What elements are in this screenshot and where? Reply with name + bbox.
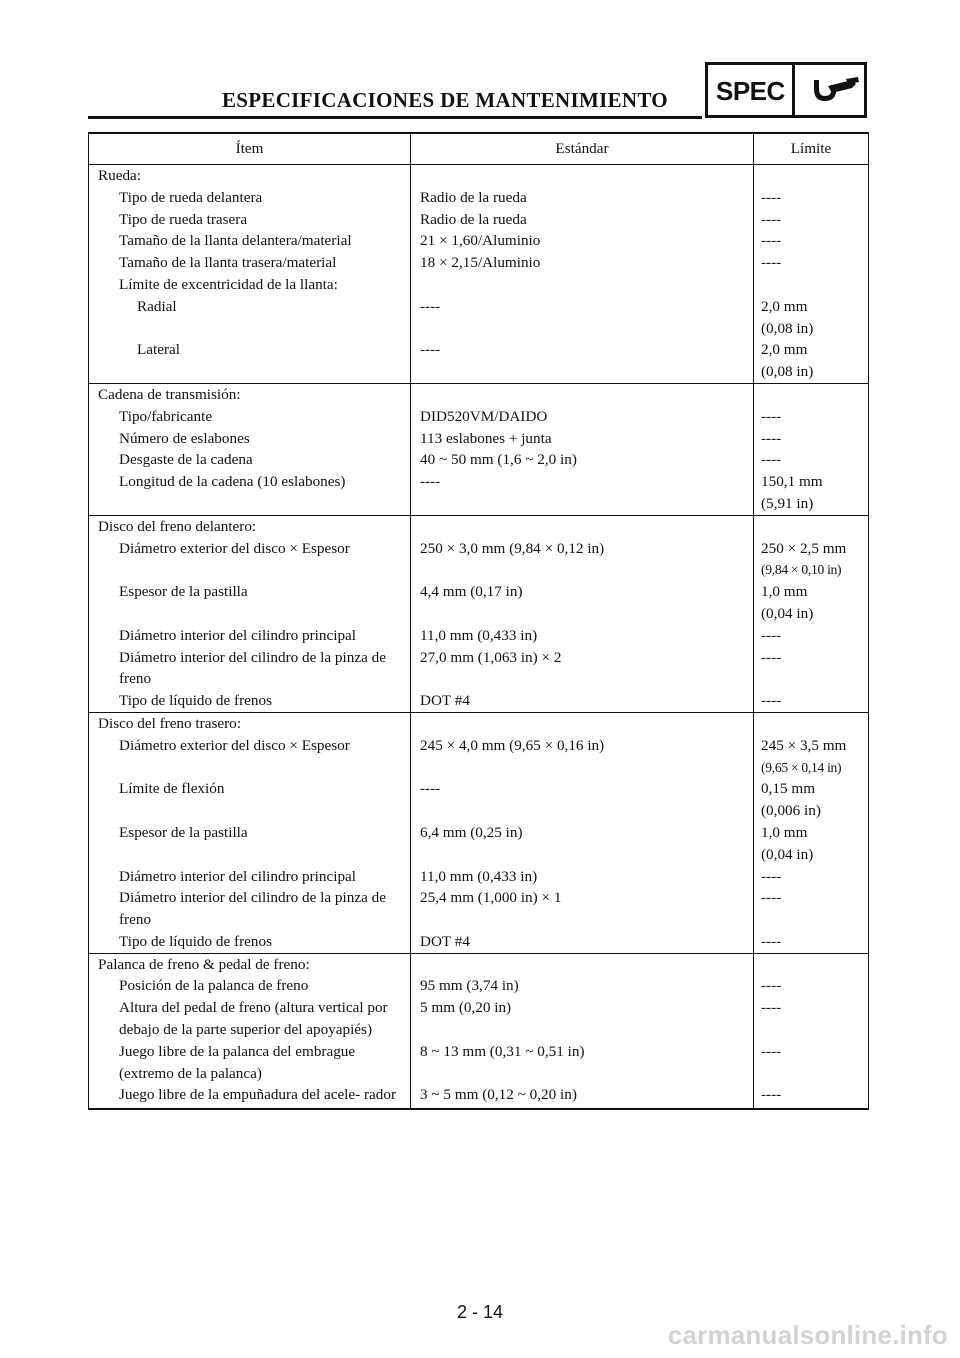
limit-value-imperial: (9,65 × 0,14 in) bbox=[761, 759, 842, 775]
table-row bbox=[89, 997, 869, 1041]
item-cell: Radial bbox=[89, 296, 411, 340]
table-row bbox=[89, 625, 869, 647]
limit-value: 0,15 mm bbox=[761, 780, 816, 798]
item-cell: Tipo de líquido de frenos bbox=[89, 931, 411, 953]
page-number: 2 - 14 bbox=[456, 1302, 504, 1322]
limit-value-imperial: (9,84 × 0,10 in) bbox=[761, 562, 842, 578]
spec-table bbox=[88, 132, 869, 1110]
standard-cell: 8 ~ 13 mm (0,31 ~ 0,51 in) bbox=[411, 1041, 754, 1085]
item-cell: Desgaste de la cadena bbox=[89, 449, 411, 471]
table-header-row bbox=[89, 133, 869, 165]
group-title-row bbox=[89, 712, 869, 734]
standard-cell: 11,0 mm (0,433 in) bbox=[411, 866, 754, 888]
limit-cell: ---- bbox=[754, 1041, 869, 1085]
item-cell: Longitud de la cadena (10 eslabones) bbox=[89, 471, 411, 515]
group-title-row bbox=[89, 515, 869, 537]
item-cell: Lateral bbox=[89, 339, 411, 383]
limit-cell: ---- bbox=[754, 997, 869, 1041]
table-row bbox=[89, 428, 869, 450]
group-title: Disco del freno delantero: bbox=[89, 515, 411, 537]
group-title-row bbox=[89, 953, 869, 975]
standard-cell: 6,4 mm (0,25 in) bbox=[411, 822, 754, 866]
limit-value: 1,0 mm bbox=[761, 583, 808, 601]
limit-cell: ---- bbox=[754, 187, 869, 209]
limit-value-imperial: (0,006 in) bbox=[761, 802, 821, 820]
table-row bbox=[89, 975, 869, 997]
table-row bbox=[89, 471, 869, 515]
group-title: Rueda: bbox=[89, 165, 411, 187]
limit-cell: ---- bbox=[754, 449, 869, 471]
table-row bbox=[89, 866, 869, 888]
limit-cell: ---- bbox=[754, 690, 869, 712]
wrench-icon bbox=[808, 75, 860, 107]
group-title: Cadena de transmisión: bbox=[89, 383, 411, 405]
item-cell: Espesor de la pastilla bbox=[89, 581, 411, 625]
standard-cell: 40 ~ 50 mm (1,6 ~ 2,0 in) bbox=[411, 449, 754, 471]
page-title: ESPECIFICACIONES DE MANTENIMIENTO bbox=[222, 88, 668, 112]
limit-cell: ---- bbox=[754, 209, 869, 231]
spec-badge-divider bbox=[792, 65, 795, 115]
table-row bbox=[89, 187, 869, 209]
header-rule bbox=[88, 116, 702, 119]
item-cell: Límite de excentricidad de la llanta: bbox=[89, 274, 411, 296]
limit-cell: ---- bbox=[754, 1084, 869, 1109]
item-cell: Diámetro interior del cilindro de la pinza de freno bbox=[89, 887, 411, 931]
table-row bbox=[89, 931, 869, 953]
table-row bbox=[89, 1084, 869, 1109]
limit-value: 2,0 mm bbox=[761, 297, 808, 315]
spec-badge bbox=[705, 62, 867, 118]
limit-cell: ---- bbox=[754, 887, 869, 931]
table-row bbox=[89, 778, 869, 822]
limit-value: 150,1 mm bbox=[761, 473, 823, 491]
item-cell: Tamaño de la llanta delantera/material bbox=[89, 230, 411, 252]
limit-cell bbox=[754, 778, 869, 822]
limit-cell: ---- bbox=[754, 975, 869, 997]
table-row bbox=[89, 581, 869, 625]
limit-value: 1,0 mm bbox=[761, 823, 808, 841]
page-header bbox=[0, 0, 960, 130]
item-cell: Tipo de rueda trasera bbox=[89, 209, 411, 231]
group-title: Disco del freno trasero: bbox=[89, 712, 411, 734]
table-row bbox=[89, 252, 869, 274]
limit-cell: ---- bbox=[754, 428, 869, 450]
limit-cell bbox=[754, 538, 869, 582]
item-cell: Posición de la palanca de freno bbox=[89, 975, 411, 997]
limit-cell bbox=[754, 581, 869, 625]
standard-cell: 245 × 4,0 mm (9,65 × 0,16 in) bbox=[411, 735, 754, 779]
standard-cell: DOT #4 bbox=[411, 931, 754, 953]
item-cell: Diámetro interior del cilindro principal bbox=[89, 625, 411, 647]
table-row bbox=[89, 822, 869, 866]
table-row bbox=[89, 230, 869, 252]
item-cell: Tipo de rueda delantera bbox=[89, 187, 411, 209]
column-header-standard: Estándar bbox=[411, 133, 754, 165]
standard-cell: 21 × 1,60/Aluminio bbox=[411, 230, 754, 252]
table-row bbox=[89, 339, 869, 383]
standard-cell: 95 mm (3,74 in) bbox=[411, 975, 754, 997]
limit-value-imperial: (0,08 in) bbox=[761, 363, 814, 381]
limit-value: 250 × 2,5 mm bbox=[761, 539, 847, 557]
limit-cell bbox=[754, 274, 869, 296]
standard-cell: 18 × 2,15/Aluminio bbox=[411, 252, 754, 274]
limit-value-imperial: (0,08 in) bbox=[761, 319, 814, 337]
standard-cell: DOT #4 bbox=[411, 690, 754, 712]
limit-cell: ---- bbox=[754, 406, 869, 428]
limit-value: 2,0 mm bbox=[761, 341, 808, 359]
table-row bbox=[89, 209, 869, 231]
table-row bbox=[89, 406, 869, 428]
watermark: carmanualsonline.info bbox=[667, 1320, 948, 1350]
limit-value-imperial: (0,04 in) bbox=[761, 845, 814, 863]
table-row bbox=[89, 735, 869, 779]
standard-cell: ---- bbox=[411, 471, 754, 515]
limit-cell bbox=[754, 471, 869, 515]
limit-value-imperial: (0,04 in) bbox=[761, 604, 814, 622]
standard-cell: ---- bbox=[411, 339, 754, 383]
item-cell: Tipo/fabricante bbox=[89, 406, 411, 428]
limit-cell: ---- bbox=[754, 866, 869, 888]
item-cell: Tamaño de la llanta trasera/material bbox=[89, 252, 411, 274]
item-cell: Límite de flexión bbox=[89, 778, 411, 822]
item-cell: Juego libre de la empuñadura del acele- rador bbox=[89, 1084, 411, 1109]
limit-cell: ---- bbox=[754, 230, 869, 252]
standard-cell: 250 × 3,0 mm (9,84 × 0,12 in) bbox=[411, 538, 754, 582]
limit-cell bbox=[754, 735, 869, 779]
limit-cell: ---- bbox=[754, 252, 869, 274]
standard-cell: ---- bbox=[411, 778, 754, 822]
item-cell: Tipo de líquido de frenos bbox=[89, 690, 411, 712]
item-cell: Diámetro interior del cilindro principal bbox=[89, 866, 411, 888]
limit-value-imperial: (5,91 in) bbox=[761, 494, 814, 512]
standard-cell: 5 mm (0,20 in) bbox=[411, 997, 754, 1041]
table-row bbox=[89, 887, 869, 931]
standard-cell: DID520VM/DAIDO bbox=[411, 406, 754, 428]
spec-label: SPEC bbox=[716, 76, 785, 106]
table-row bbox=[89, 296, 869, 340]
table-row bbox=[89, 1041, 869, 1085]
standard-cell: Radio de la rueda bbox=[411, 187, 754, 209]
limit-cell bbox=[754, 339, 869, 383]
item-cell: Espesor de la pastilla bbox=[89, 822, 411, 866]
standard-cell: 27,0 mm (1,063 in) × 2 bbox=[411, 647, 754, 691]
table-row bbox=[89, 690, 869, 712]
table-row bbox=[89, 274, 869, 296]
standard-cell: 113 eslabones + junta bbox=[411, 428, 754, 450]
item-cell: Número de eslabones bbox=[89, 428, 411, 450]
table-row bbox=[89, 538, 869, 582]
group-title-row bbox=[89, 383, 869, 405]
limit-cell bbox=[754, 296, 869, 340]
column-header-item: Ítem bbox=[89, 133, 411, 165]
limit-cell: ---- bbox=[754, 625, 869, 647]
limit-cell bbox=[754, 822, 869, 866]
standard-cell: 4,4 mm (0,17 in) bbox=[411, 581, 754, 625]
limit-cell: ---- bbox=[754, 647, 869, 691]
item-cell: Diámetro interior del cilindro de la pinza de freno bbox=[89, 647, 411, 691]
standard-cell bbox=[411, 274, 754, 296]
table-row bbox=[89, 647, 869, 691]
standard-cell: ---- bbox=[411, 296, 754, 340]
standard-cell: 11,0 mm (0,433 in) bbox=[411, 625, 754, 647]
item-cell: Juego libre de la palanca del embrague (extremo de la palanca) bbox=[89, 1041, 411, 1085]
standard-cell: Radio de la rueda bbox=[411, 209, 754, 231]
limit-cell: ---- bbox=[754, 931, 869, 953]
standard-cell: 25,4 mm (1,000 in) × 1 bbox=[411, 887, 754, 931]
column-header-limit: Límite bbox=[754, 133, 869, 165]
group-title: Palanca de freno & pedal de freno: bbox=[89, 953, 411, 975]
standard-cell: 3 ~ 5 mm (0,12 ~ 0,20 in) bbox=[411, 1084, 754, 1109]
limit-value: 245 × 3,5 mm bbox=[761, 736, 847, 754]
item-cell: Diámetro exterior del disco × Espesor bbox=[89, 538, 411, 582]
table-row bbox=[89, 449, 869, 471]
group-title-row bbox=[89, 165, 869, 187]
item-cell: Altura del pedal de freno (altura vertical por debajo de la parte superior del apoyapiés) bbox=[89, 997, 411, 1041]
item-cell: Diámetro exterior del disco × Espesor bbox=[89, 735, 411, 779]
